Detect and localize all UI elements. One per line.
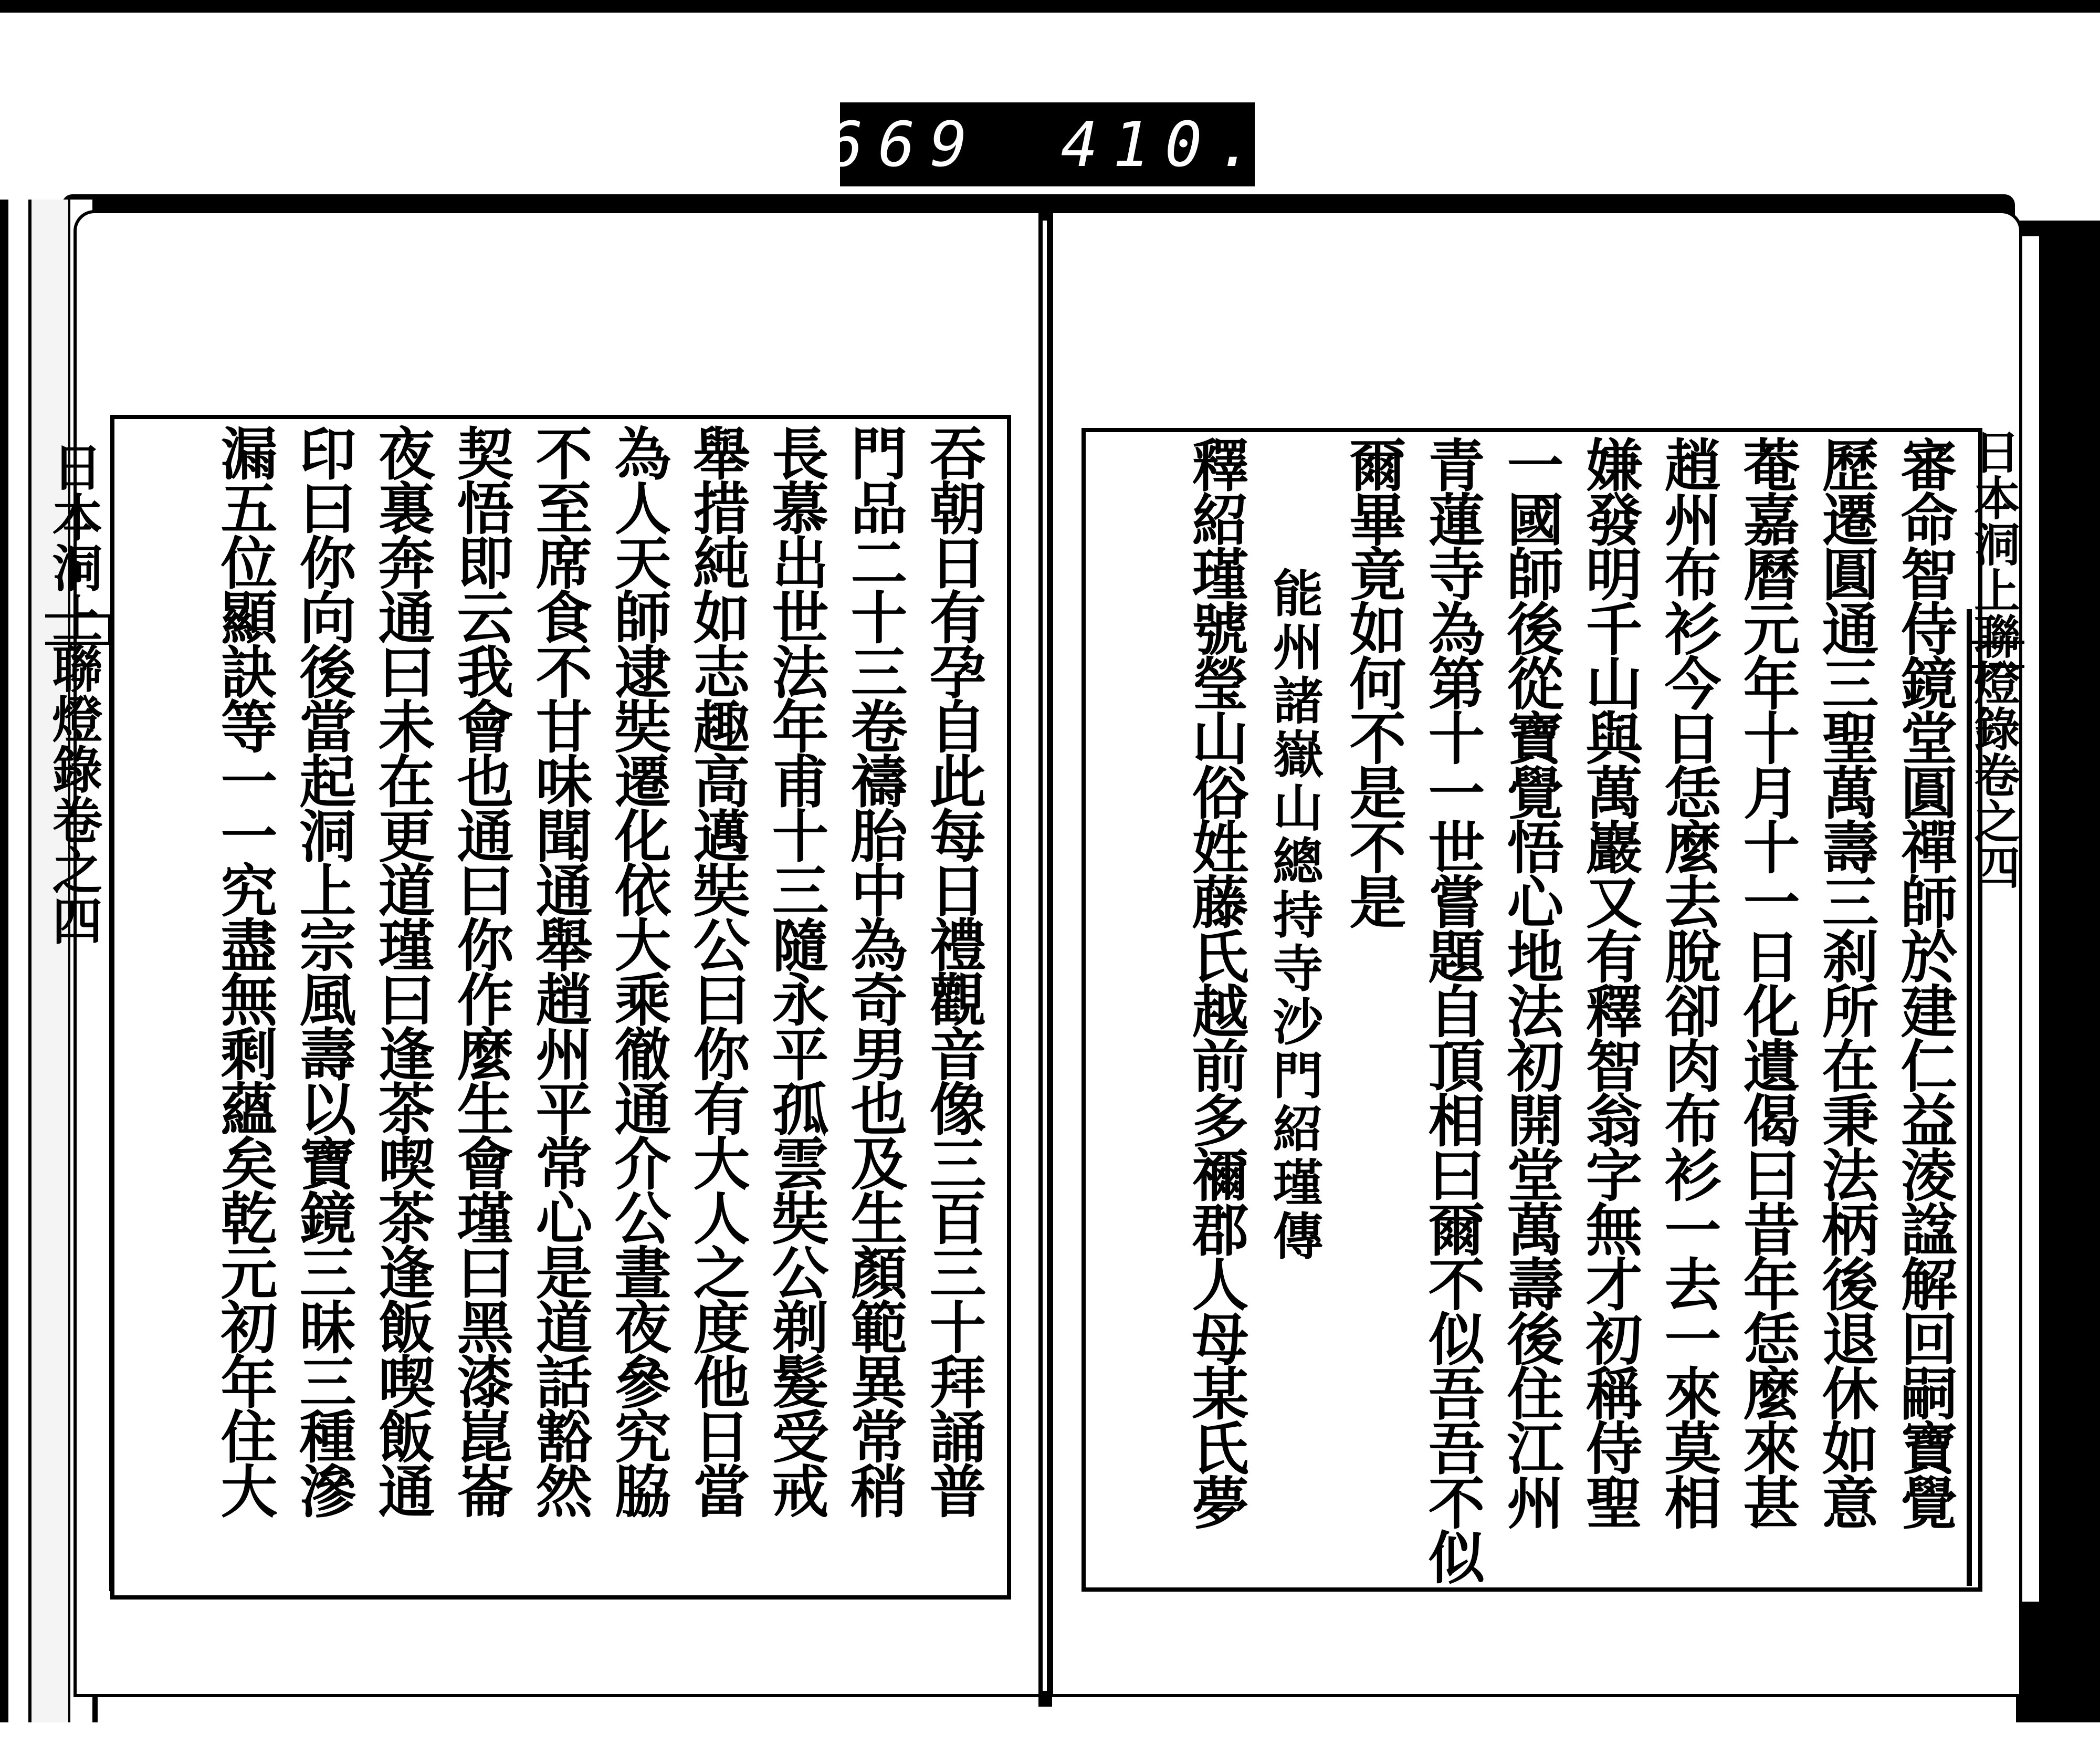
right-column-5: 嫌發明千山與萬巖又有釋智翁字無才初稱侍聖 — [1576, 436, 1642, 1528]
left-column-4: 舉措純如志趣高邁奘公曰你有大人之度他日當 — [684, 424, 750, 1517]
right-column-4: 趙州布衫今日恁麼去脫卻肉布衫一去一來莫相 — [1655, 436, 1721, 1528]
right-book-edge — [2016, 221, 2100, 1722]
right-column-6: 一國師後從寶覺悟心地法初開堂萬壽後住江州 — [1497, 436, 1563, 1528]
left-fore-edge-title: 日本洞上聯燈錄卷之四 — [44, 441, 103, 945]
biography-heading: 能州諸嶽山總持寺沙門紹瑾傳 — [1265, 567, 1324, 1263]
right-column-8: 爾畢竟如何不是不是 — [1340, 436, 1406, 927]
left-column-1: 吞朝日有孕自此每日禮觀音像三百三十拜誦普 — [920, 424, 986, 1517]
left-text-columns — [126, 424, 992, 1590]
right-fore-edge-title: 日本洞上聯燈錄卷之四 — [1967, 428, 2021, 890]
left-column-3: 長慕出世法年甫十三隨永平孤雲奘公剃髮受戒 — [762, 424, 828, 1517]
right-column-10: 釋紹瑾號瑩山俗姓藤氏越前多禰郡人母某氏夢 — [1182, 436, 1248, 1528]
left-column-2: 門品二十三卷禱胎中為奇男也及生顏範異常稍 — [841, 424, 907, 1517]
frame-number: 410. — [1060, 108, 1269, 181]
scan-top-band — [0, 0, 2100, 13]
gutter-highlight — [1043, 221, 1047, 1691]
left-folio-number — [50, 1208, 98, 1302]
left-column-9: 印曰你向後當起洞上宗風壽以寶鏡三昧三種滲 — [290, 424, 356, 1517]
left-column-8: 夜裏奔通曰未在更道瑾曰逢茶喫茶逢飯喫飯通 — [369, 424, 435, 1517]
right-column-3: 菴嘉曆元年十月十一日化遺偈曰昔年恁麼來甚 — [1734, 436, 1800, 1528]
right-text-columns — [1097, 436, 1964, 1581]
left-column-10: 漏五位顯訣等一一究盡無剩蘊矣乾元初年住大 — [211, 424, 277, 1517]
sheet-number: 669 — [826, 108, 982, 181]
left-column-7: 契悟即云我會也通曰你作麼生會瑾曰黑漆崑崙 — [447, 424, 513, 1517]
left-column-6: 不至席食不甘味聞通舉趙州平常心是道話豁然 — [526, 424, 592, 1517]
right-column-7: 青蓮寺為第十一世嘗題自頂相曰爾不似吾吾不似 — [1419, 436, 1485, 1583]
microfilm-plate-label — [826, 102, 1269, 186]
right-column-1: 審命智侍鏡堂圓禪師於建仁益淩諡解回嗣寶覺 — [1891, 436, 1957, 1528]
right-column-2: 歷遷圓通三聖萬壽三刹所在秉法柄後退休如意 — [1812, 436, 1878, 1528]
left-column-5: 為人天師逮奘遷化依大乘徹通介公晝夜參究脇 — [605, 424, 671, 1517]
